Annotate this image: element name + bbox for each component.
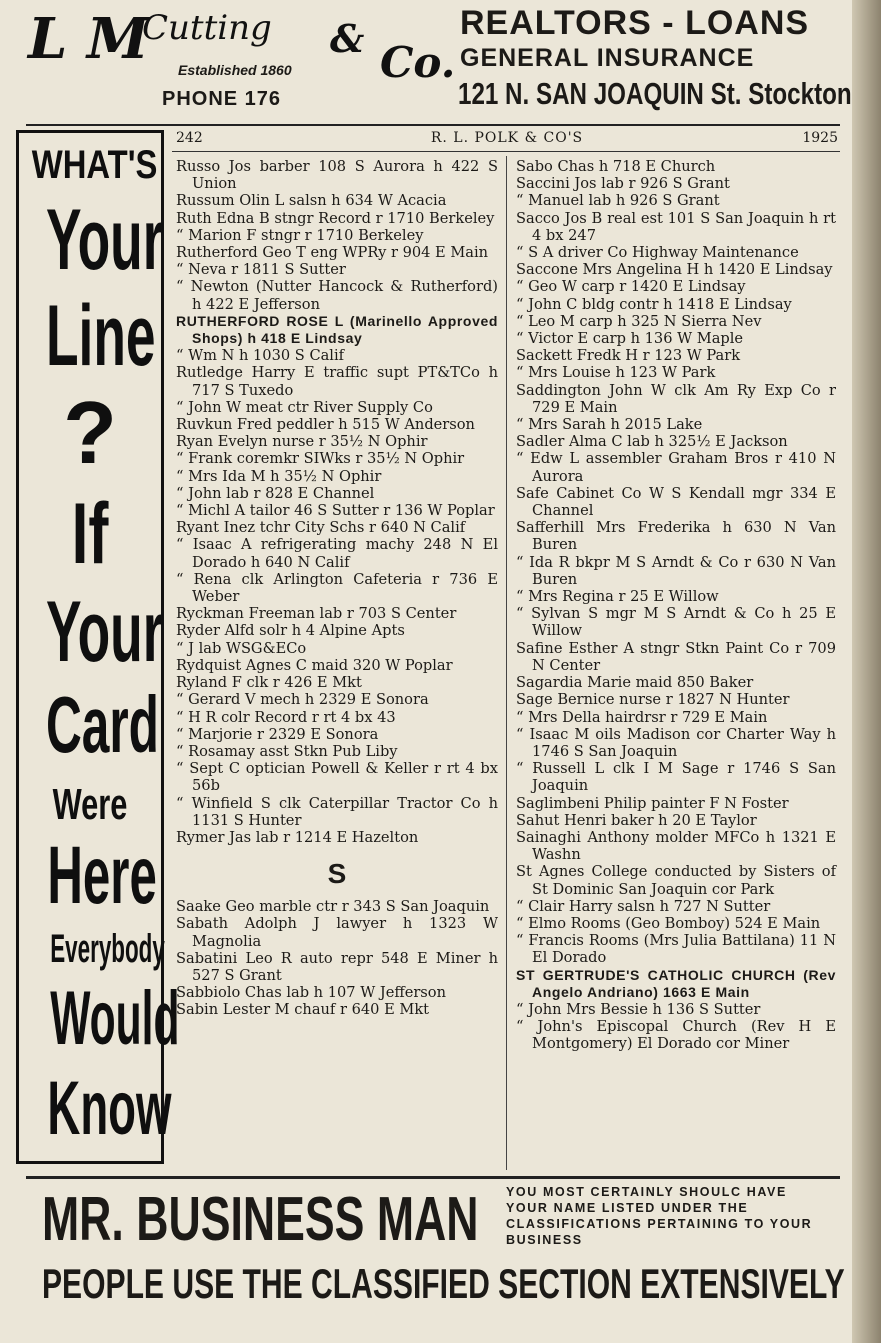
directory-entry: ST GERTRUDE'S CATHOLIC CHURCH (Rev Angelo Andriano) 1663 E Main — [516, 966, 836, 1000]
directory-entry: “ John W meat ctr River Supply Co — [176, 398, 433, 416]
directory-entry: Sadler Alma C lab h 325½ E Jackson — [516, 433, 788, 451]
directory-entry: “ Mrs Ida M h 35½ N Ophir — [176, 467, 382, 485]
ad-word: If — [71, 486, 109, 582]
directory-entry: Saake Geo marble ctr r 343 S San Joaquin — [176, 898, 490, 916]
directory-entry: Ryckman Freeman lab r 703 S Center — [176, 605, 457, 623]
logo-ampersand: & — [330, 16, 365, 61]
ad-word: Line — [45, 288, 156, 384]
ad-word: Card — [45, 680, 159, 769]
directory-entry: “ Elmo Rooms (Geo Bomboy) 524 E Main — [516, 914, 821, 932]
directory-entry: “ Isaac A refrigerating machy 248 N El Dorado h 640 N Calif — [176, 536, 498, 571]
directory-entry: Sabo Chas h 718 E Church — [516, 158, 716, 175]
directory-entry: “ John lab r 828 E Channel — [176, 484, 375, 502]
page-number: 242 — [176, 130, 203, 146]
banner-subline: PEOPLE USE THE CLASSIFIED SECTION EXTENSIVELY — [42, 1260, 845, 1307]
ad-word: Your — [45, 584, 164, 680]
directory-entry: Russo Jos barber 108 S Aurora h 422 S Union — [176, 158, 498, 193]
phone-text: PHONE 176 — [162, 88, 282, 110]
running-head-rule — [172, 151, 840, 152]
ad-word: Here — [47, 830, 157, 921]
directory-entry: “ Rosamay asst Stkn Pub Liby — [176, 742, 398, 760]
directory-entry: “ Victor E carp h 136 W Maple — [516, 330, 744, 348]
advertisement-header — [0, 0, 852, 124]
directory-entry: “ Frank coremkr SIWks r 35½ N Ophir — [176, 450, 465, 468]
directory-entry: “ Winfield S clk Caterpillar Tractor Co h 1131 S Hunter — [176, 794, 498, 829]
directory-entry: Safine Esther A stngr Stkn Paint Co r 709 N Center — [516, 639, 836, 674]
column-divider — [506, 156, 507, 1170]
directory-entry: Saccone Mrs Angelina H h 1420 E Lindsay — [516, 261, 833, 279]
directory-entry: “ Newton (Nutter Hancock & Rutherford) h 422 E Jefferson — [176, 278, 498, 313]
directory-entry: “ Rena clk Arlington Cafeteria r 736 E Weber — [176, 570, 498, 606]
directory-year: 1925 — [802, 130, 838, 146]
directory-entry: Saddington John W clk Am Ry Exp Co r 729 E Main — [516, 381, 836, 416]
header-rule — [26, 124, 840, 126]
page-edge — [852, 0, 881, 1343]
banner-rule — [26, 1176, 840, 1179]
directory-entry: Saglimbeni Philip painter F N Foster — [516, 794, 789, 812]
ad-word: WHAT'S — [31, 143, 158, 187]
directory-entry: “ John C bldg contr h 1418 E Lindsay — [516, 295, 792, 313]
logo-co: Co. — [380, 38, 456, 87]
ad-word: Would — [50, 976, 180, 1061]
directory-title: R. L. POLK & CO'S — [430, 130, 584, 146]
header-insurance: GENERAL INSURANCE — [460, 44, 755, 72]
directory-entry: Rymer Jas lab r 1214 E Hazelton — [176, 828, 419, 846]
ad-word: ? — [63, 383, 117, 482]
directory-entry: “ Isaac M oils Madison cor Charter Way h 1746 S San Joaquin — [516, 725, 836, 760]
established-text: Established 1860 — [178, 62, 292, 78]
logo-name: Cutting — [142, 8, 272, 48]
directory-entry: “ Sylvan S mgr M S Arndt & Co h 25 E Willow — [516, 605, 836, 640]
entry-list — [176, 158, 498, 846]
left-advertisement — [16, 130, 180, 1164]
directory-column-left — [176, 158, 498, 1019]
directory-entry: “ Mrs Regina r 25 E Willow — [516, 588, 719, 606]
directory-entry: “ Ida R bkpr M S Arndt & Co r 630 N Van Buren — [516, 553, 836, 588]
logo-initials: L M — [28, 6, 149, 72]
directory-entry: “ Geo W carp r 1420 E Lindsay — [516, 278, 746, 296]
directory-entry: “ H R colr Record r rt 4 bx 43 — [176, 708, 396, 726]
header-realtors: REALTORS - LOANS — [460, 4, 810, 42]
directory-entry: “ Francis Rooms (Mrs Julia Battilana) 11 N El Dorado — [516, 932, 836, 967]
directory-entry: “ Marion F stngr r 1710 Berkeley — [176, 226, 424, 244]
banner-side-text: YOU MOST CERTAINLY SHOULC HAVE YOUR NAME LISTED UNDER THE CLASSIFICATIONS PERTAINING TO YOUR BUSINESS — [506, 1185, 813, 1247]
directory-entry: “ Gerard V mech h 2329 E Sonora — [176, 691, 429, 709]
directory-entry: RUTHERFORD ROSE L (Marinello Approved Shops) h 418 E Lindsay — [176, 312, 498, 347]
directory-entry: Sainaghi Anthony molder MFCo h 1321 E Washn — [516, 828, 836, 864]
directory-column-right — [516, 158, 836, 1053]
directory-entry: “ Manuel lab h 926 S Grant — [516, 192, 720, 210]
directory-entry: Sabin Lester M chauf r 640 E Mkt — [176, 1001, 430, 1019]
directory-entry: Ryant Inez tchr City Schs r 640 N Calif — [176, 519, 466, 537]
banner-headline: MR. BUSINESS MAN — [42, 1185, 479, 1254]
directory-entry: “ Mrs Della hairdrsr r 729 E Main — [516, 708, 768, 726]
directory-entry: “ J lab WSG&ECo — [176, 639, 307, 657]
header-address: 121 N. SAN JOAQUIN St. Stockton — [458, 76, 852, 111]
directory-entry: “ Michl A tailor 46 S Sutter r 136 W Poplar — [176, 502, 495, 520]
directory-entry: “ Leo M carp h 325 N Sierra Nev — [516, 312, 762, 330]
directory-entry: Sahut Henri baker h 20 E Taylor — [516, 811, 757, 829]
ad-word: Your — [45, 192, 164, 288]
directory-entry: “ Neva r 1811 S Sutter — [176, 261, 346, 279]
directory-entry: “ Mrs Louise h 123 W Park — [516, 364, 716, 382]
directory-entry: Ryan Evelyn nurse r 35½ N Ophir — [176, 433, 428, 451]
directory-entry: Safe Cabinet Co W S Kendall mgr 334 E Channel — [516, 484, 836, 520]
entry-list — [176, 898, 498, 1018]
directory-entry: Rutledge Harry E traffic supt PT&TCo h 717 S Tuxedo — [176, 364, 498, 399]
directory-entry: “ Marjorie r 2329 E Sonora — [176, 725, 379, 743]
directory-entry: “ Wm N h 1030 S Calif — [176, 347, 345, 365]
directory-entry: Ruvkun Fred peddler h 515 W Anderson — [176, 416, 475, 434]
directory-entry: Sabbiolo Chas lab h 107 W Jefferson — [176, 984, 446, 1002]
directory-entry: Russum Olin L salsn h 634 W Acacia — [176, 192, 447, 210]
directory-entry: Sagardia Marie maid 850 Baker — [516, 674, 754, 692]
ad-word: Everybody — [50, 927, 165, 971]
directory-entry: Sage Bernice nurse r 1827 N Hunter — [516, 691, 790, 709]
directory-entry: “ John's Episcopal Church (Rev H E Montgomery) El Dorado cor Miner — [516, 1018, 836, 1053]
directory-entry: “ John Mrs Bessie h 136 S Sutter — [516, 1000, 761, 1018]
directory-entry: Rydquist Agnes C maid 320 W Poplar — [176, 656, 453, 674]
section-letter: S — [327, 858, 347, 890]
directory-entry: Ryland F clk r 426 E Mkt — [176, 674, 362, 692]
directory-entry: St Agnes College conducted by Sisters of St Dominic San Joaquin cor Park — [516, 863, 836, 898]
directory-entry: “ Mrs Sarah h 2015 Lake — [516, 416, 703, 434]
directory-entry: “ Edw L assembler Graham Bros r 410 N Aurora — [516, 450, 836, 485]
directory-entry: Saccini Jos lab r 926 S Grant — [516, 175, 730, 193]
entry-list — [516, 158, 836, 1053]
running-head — [176, 128, 838, 150]
directory-entry: “ Clair Harry salsn h 727 N Sutter — [516, 897, 771, 915]
ad-word: Know — [47, 1066, 172, 1151]
directory-entry: Ryder Alfd solr h 4 Alpine Apts — [176, 622, 405, 640]
directory-entry: Rutherford Geo T eng WPRy r 904 E Main — [176, 244, 489, 262]
directory-entry: “ Sept C optician Powell & Keller r rt 4 bx 56b — [176, 760, 498, 795]
directory-entry: “ S A driver Co Highway Maintenance — [516, 244, 799, 262]
directory-entry: Sackett Fredk H r 123 W Park — [516, 347, 741, 365]
directory-entry: Sabatini Leo R auto repr 548 E Miner h 527 S Grant — [176, 949, 498, 984]
directory-entry: Sabath Adolph J lawyer h 1323 W Magnolia — [176, 915, 498, 950]
directory-entry: “ Russell L clk I M Sage r 1746 S San Joaquin — [516, 760, 836, 795]
directory-entry: Sacco Jos B real est 101 S San Joaquin h rt 4 bx 247 — [516, 209, 836, 244]
directory-entry: Ruth Edna B stngr Record r 1710 Berkeley — [176, 209, 495, 227]
directory-entry: Safferhill Mrs Frederika h 630 N Van Buren — [516, 519, 836, 554]
ad-word: Were — [52, 780, 128, 829]
